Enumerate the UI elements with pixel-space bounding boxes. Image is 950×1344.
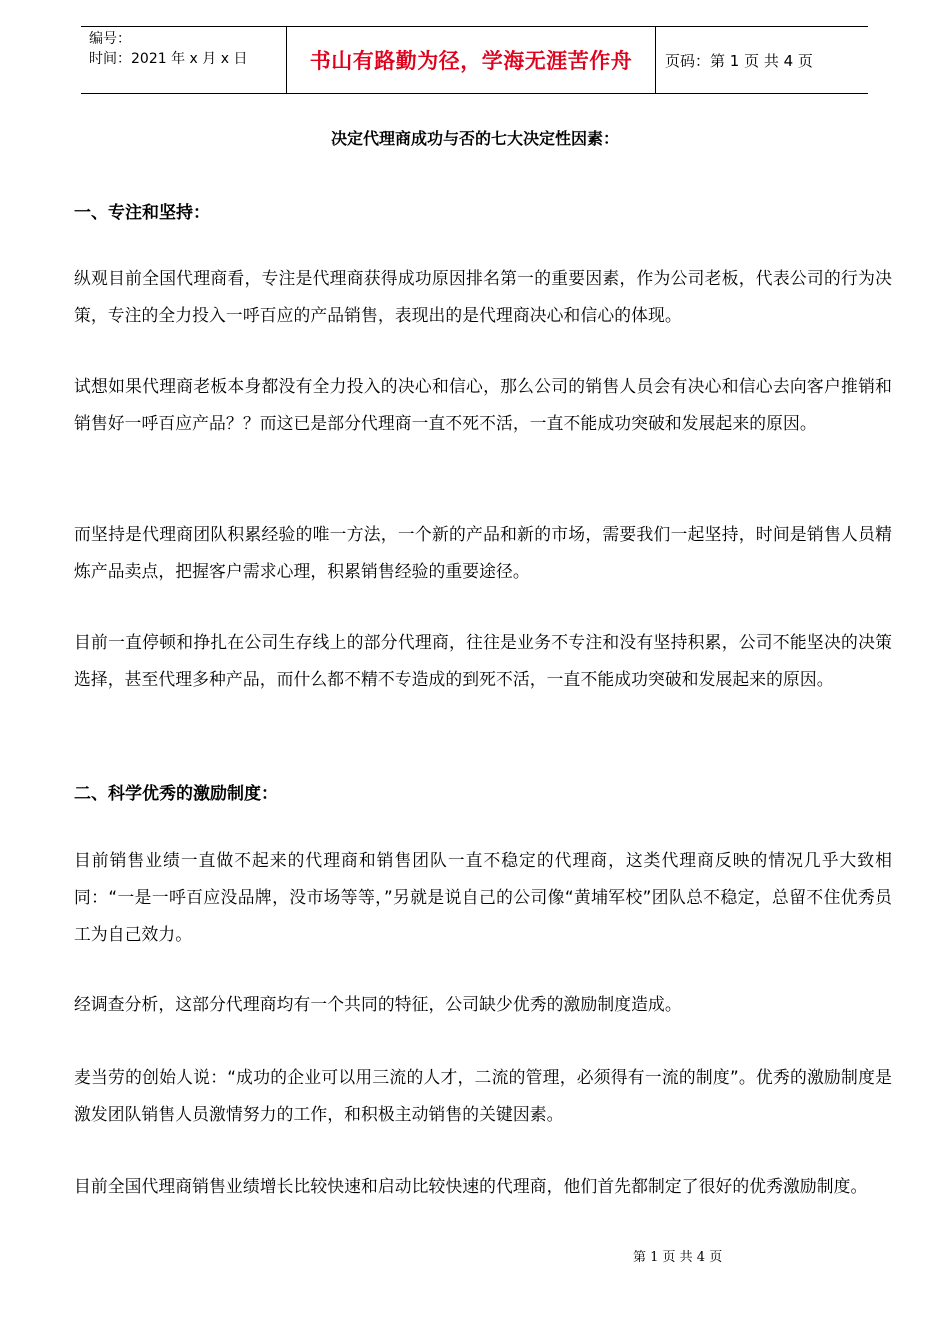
header-motto: 书山有路勤为径，学海无涯苦作舟	[286, 27, 656, 93]
header-page-info: 页码：第 1 页 共 4 页	[665, 51, 813, 70]
paragraph: 目前销售业绩一直做不起来的代理商和销售团队一直不稳定的代理商，这类代理商反映的情况几乎大致相同：“一是一呼百应没品牌，没市场等等，”另就是说自己的公司像“黄埔军校”团队总不稳定，总留不住优秀员工为自己效力。	[74, 850, 892, 944]
number-label: 编号：	[89, 31, 131, 47]
paragraph: 目前一直停顿和挣扎在公司生存线上的部分代理商，往往是业务不专注和没有坚持积累，公司不能坚决的决策选择，甚至代理多种产品，而什么都不精不专造成的到死不活，一直不能成功突破和发展起来的原因。	[74, 632, 892, 689]
section-heading: 二、科学优秀的激励制度：	[74, 784, 278, 804]
paragraph: 纵观目前全国代理商看，专注是代理商获得成功原因排名第一的重要因素，作为公司老板，代表公司的行为决策，专注的全力投入一呼百应的产品销售，表现出的是代理商决心和信心的体现。	[74, 268, 892, 325]
paragraph: 试想如果代理商老板本身都没有全力投入的决心和信心，那么公司的销售人员会有决心和信心去向客户推销和销售好一呼百应产品？？而这已是部分代理商一直不死不活，一直不能成功突破和发展起来的原因。	[74, 376, 892, 433]
time-label: 时间：2021 年 x 月 x 日	[89, 51, 248, 67]
section-heading: 一、专注和坚持：	[74, 203, 210, 223]
document-title: 决定代理商成功与否的七大决定性因素：	[330, 129, 619, 148]
paragraph: 经调查分析，这部分代理商均有一个共同的特征，公司缺少优秀的激励制度造成。	[74, 994, 682, 1014]
header-meta	[81, 27, 286, 93]
page-footer: 第 1 页 共 4 页	[633, 1250, 723, 1265]
paragraph: 麦当劳的创始人说：“成功的企业可以用三流的人才，二流的管理，必须得有一流的制度”。优秀的激励制度是激发团队销售人员激情努力的工作，和积极主动销售的关键因素。	[74, 1067, 892, 1124]
paragraph: 而坚持是代理商团队积累经验的唯一方法，一个新的产品和新的市场，需要我们一起坚持，时间是销售人员精炼产品卖点，把握客户需求心理，积累销售经验的重要途径。	[74, 524, 892, 581]
paragraph: 目前全国代理商销售业绩增长比较快速和启动比较快速的代理商，他们首先都制定了很好的优秀激励制度。	[74, 1176, 868, 1196]
page-header	[81, 26, 868, 94]
